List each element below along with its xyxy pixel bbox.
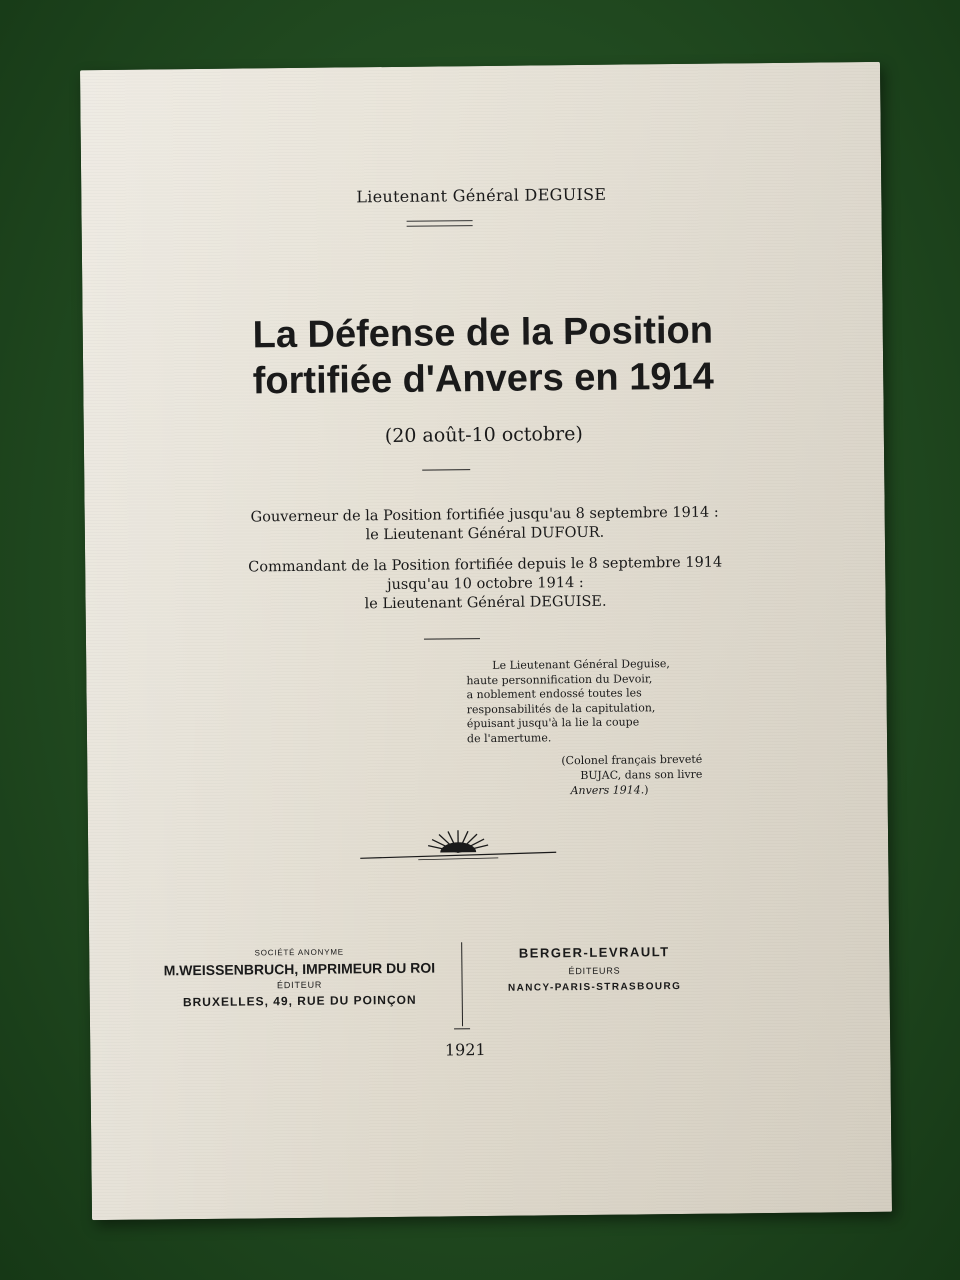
publisher-right-role: ÉDITEURS <box>568 965 621 977</box>
quote-line-5: épuisant jusqu'à la lie la coupe <box>466 715 640 731</box>
publisher-divider-foot <box>454 1028 470 1029</box>
date-range: (20 août-10 octobre) <box>384 422 583 448</box>
commander-line-2: jusqu'au 10 octobre 1914 : <box>386 574 584 594</box>
rising-sun-ornament-icon <box>358 825 558 863</box>
title-line-1: La Défense de la Position <box>252 309 714 357</box>
short-rule-divider <box>422 469 470 471</box>
governor-line-1: Gouverneur de la Position fortifiée jusqu'au 8 septembre 1914 : <box>250 504 719 526</box>
commander-block <box>85 552 886 617</box>
author-line <box>81 182 881 209</box>
double-rule-divider <box>407 220 473 227</box>
book-title <box>83 306 884 406</box>
publisher-left-type: SOCIÉTÉ ANONYME <box>254 947 344 958</box>
publisher-left-name: M.WEISSENBRUCH, IMPRIMEUR DU ROI <box>163 959 436 979</box>
publisher-right-name: BERGER-LEVRAULT <box>518 944 670 961</box>
publisher-left-address: BRUXELLES, 49, RUE DU POINÇON <box>182 992 417 1010</box>
quote-line-3: a noblement endossé toutes les <box>466 686 642 702</box>
title-line-2: fortifiée d'Anvers en 1914 <box>252 355 714 403</box>
publisher-right-cities: NANCY-PARIS-STRASBOURG <box>507 980 682 994</box>
attribution-line-2: BUJAC, dans son livre <box>580 767 703 783</box>
publisher-left-role: ÉDITEUR <box>276 979 323 991</box>
quote-line-2: haute personnification du Devoir, <box>466 671 653 687</box>
attribution-line-1: (Colonel français breveté <box>561 752 703 768</box>
epigraph-quote <box>466 657 697 746</box>
attribution-book-title: Anvers 1914. <box>570 783 645 798</box>
commander-line-3: le Lieutenant Général DEGUISE. <box>364 593 607 613</box>
attribution-source <box>542 782 702 799</box>
quote-line-1: Le Lieutenant Général Deguise, <box>492 657 670 672</box>
author-name: DEGUISE <box>524 184 607 205</box>
book-cover <box>80 62 892 1220</box>
commander-line-1: Commandant de la Position fortifiée depuis le 8 septembre 1914 <box>248 554 723 576</box>
author-prefix: Lieutenant Général <box>356 185 525 207</box>
publisher-divider <box>461 942 463 1026</box>
quote-line-6: de l'amertume. <box>466 730 552 745</box>
quote-line-4: responsabilités de la capitulation, <box>466 700 656 716</box>
quote-attribution <box>542 752 702 799</box>
publisher-right <box>479 944 709 994</box>
attribution-close: ) <box>644 783 649 797</box>
publisher-left <box>149 946 450 1009</box>
publication-year: 1921 <box>444 1040 486 1060</box>
short-rule-divider-2 <box>424 638 480 640</box>
governor-line-2: le Lieutenant Général DUFOUR. <box>365 524 605 544</box>
governor-block <box>85 502 885 548</box>
